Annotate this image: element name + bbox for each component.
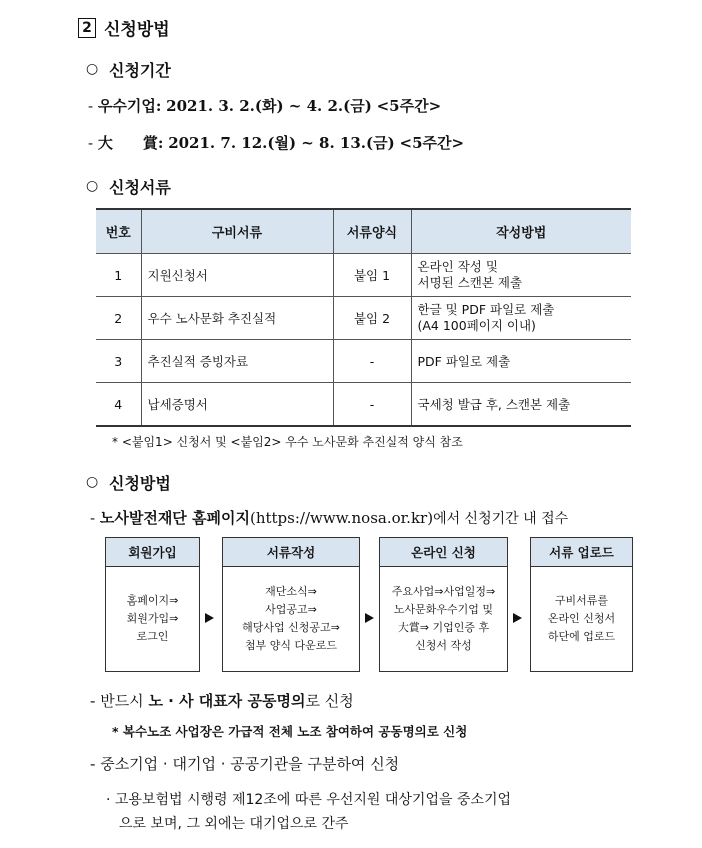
company-size-text: 중소기업 · 대기업 · 공공기관을 구분하여 신청 bbox=[100, 755, 400, 773]
cell-form: - bbox=[333, 340, 411, 383]
documents-note: * <붙임1> 신청서 및 <붙임2> 우수 노사문화 추진실적 양식 참조 bbox=[112, 435, 463, 449]
documents-table bbox=[96, 208, 631, 427]
homepage-url: (https://www.nosa.or.kr) bbox=[249, 509, 434, 527]
step-body-upload: 구비서류를 온라인 신청서 하단에 업로드 bbox=[530, 567, 633, 672]
cell-number: 2 bbox=[96, 297, 141, 340]
company-size-line bbox=[90, 753, 399, 774]
period-duration: <5주간> bbox=[399, 134, 465, 152]
step-title-upload: 서류 업로드 bbox=[530, 537, 633, 567]
cell-form: 붙임 1 bbox=[333, 254, 411, 297]
method-heading: 신청방법 bbox=[109, 474, 171, 493]
period-heading: 신청기간 bbox=[109, 61, 171, 80]
circle-bullet-icon: ○ bbox=[86, 474, 99, 490]
table-row bbox=[96, 383, 631, 427]
dash: - bbox=[90, 692, 96, 710]
joint-pre: 반드시 bbox=[100, 692, 149, 710]
arrow-right-icon bbox=[513, 613, 522, 623]
company-size-sub-line2: 으로 보며, 그 외에는 대기업으로 간주 bbox=[119, 816, 349, 832]
cell-number: 4 bbox=[96, 383, 141, 427]
documents-heading: 신청서류 bbox=[109, 178, 171, 197]
table-row bbox=[96, 297, 631, 340]
circle-bullet-icon: ○ bbox=[86, 178, 99, 194]
step-body-signup: 홈페이지⇒ 회원가입⇒ 로그인 bbox=[105, 567, 200, 672]
step-title-write-docs: 서류작성 bbox=[222, 537, 360, 567]
joint-bold: 노 · 사 대표자 공동명의 bbox=[148, 692, 306, 710]
foundation-homepage: 노사발전재단 홈페이지 bbox=[99, 509, 250, 527]
cell-document: 지원신청서 bbox=[141, 254, 333, 297]
step-title-online-apply: 온라인 신청 bbox=[379, 537, 508, 567]
section-number: 2 bbox=[78, 18, 96, 38]
circle-bullet-icon: ○ bbox=[86, 61, 99, 77]
cell-document: 납세증명서 bbox=[141, 383, 333, 427]
table-row bbox=[96, 254, 631, 297]
cell-document: 우수 노사문화 추진실적 bbox=[141, 297, 333, 340]
col-header-number: 번호 bbox=[96, 209, 141, 254]
joint-sub-note: * 복수노조 사업장은 가급적 전체 노조 참여하여 공동명의로 신청 bbox=[112, 724, 468, 739]
company-size-sub-line1 bbox=[106, 789, 511, 809]
cell-method: 한글 및 PDF 파일로 제출 (A4 100페이지 이내) bbox=[411, 297, 631, 340]
method-line bbox=[90, 507, 568, 528]
joint-name-line bbox=[90, 690, 354, 711]
period-dates: 2021. 7. 12.(월) ~ 8. 13.(금) bbox=[168, 134, 395, 152]
cell-form: - bbox=[333, 383, 411, 427]
arrow-right-icon bbox=[205, 613, 214, 623]
cell-method: PDF 파일로 제출 bbox=[411, 340, 631, 383]
period-duration: <5주간> bbox=[376, 97, 442, 115]
period-row-award-company bbox=[88, 95, 441, 116]
period-label: 우수기업: bbox=[97, 97, 162, 115]
period-label: 大 賞: bbox=[97, 134, 164, 152]
col-header-form: 서류양식 bbox=[333, 209, 411, 254]
company-size-sub-text: 고용보험법 시행령 제12조에 따른 우선지원 대상기업을 중소기업 bbox=[114, 792, 512, 808]
step-body-online-apply: 주요사업⇒사업일정⇒ 노사문화우수기업 및 大賞⇒ 기업인증 후 신청서 작성 bbox=[379, 567, 508, 672]
cell-number: 3 bbox=[96, 340, 141, 383]
col-header-method: 작성방법 bbox=[411, 209, 631, 254]
col-header-document: 구비서류 bbox=[141, 209, 333, 254]
method-line-rest: 에서 신청기간 내 접수 bbox=[433, 511, 569, 527]
dash: - bbox=[88, 97, 94, 115]
dash: - bbox=[90, 755, 96, 773]
period-dates: 2021. 3. 2.(화) ~ 4. 2.(금) bbox=[166, 97, 372, 115]
cell-method: 온라인 작성 및 서명된 스캔본 제출 bbox=[411, 254, 631, 297]
arrow-right-icon bbox=[365, 613, 374, 623]
table-row bbox=[96, 340, 631, 383]
step-title-signup: 회원가입 bbox=[105, 537, 200, 567]
cell-number: 1 bbox=[96, 254, 141, 297]
period-row-grand-prize bbox=[88, 132, 464, 153]
cell-method: 국세청 발급 후, 스캔본 제출 bbox=[411, 383, 631, 427]
dot-bullet: · bbox=[106, 792, 111, 808]
joint-post: 로 신청 bbox=[305, 692, 354, 710]
section-title: 신청방법 bbox=[104, 20, 170, 40]
dash: - bbox=[88, 134, 94, 152]
dash: - bbox=[90, 509, 96, 527]
cell-document: 추진실적 증빙자료 bbox=[141, 340, 333, 383]
table-header-row bbox=[96, 209, 631, 254]
step-body-write-docs: 재단소식⇒ 사업공고⇒ 해당사업 신청공고⇒ 첨부 양식 다운로드 bbox=[222, 567, 360, 672]
cell-form: 붙임 2 bbox=[333, 297, 411, 340]
